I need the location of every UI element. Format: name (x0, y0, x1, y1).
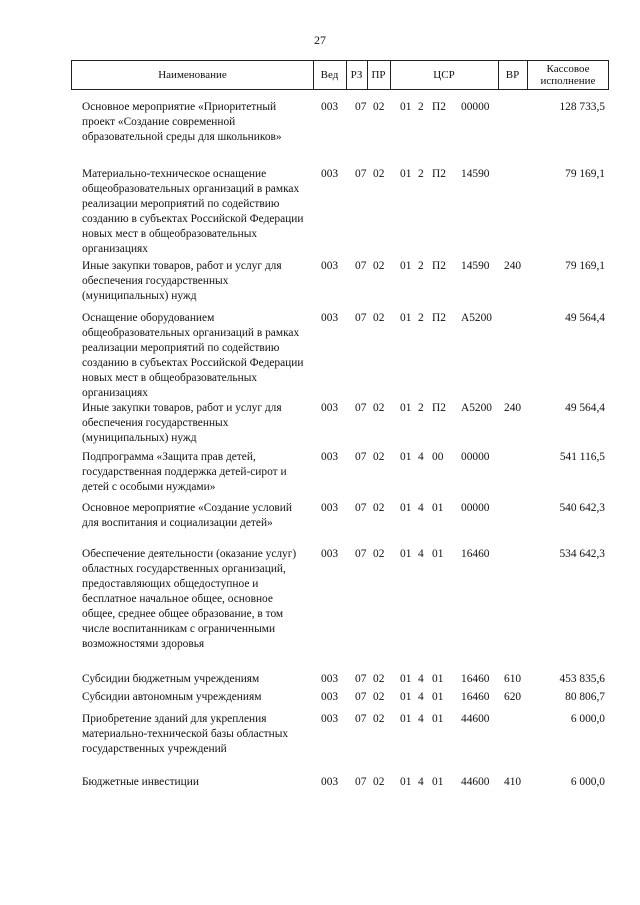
row-csr-program: 01 (400, 260, 412, 272)
row-csr-subprogram: 4 (418, 776, 424, 788)
row-csr-event: П2 (432, 402, 446, 414)
row-csr-direction: 00000 (461, 101, 490, 113)
row-vr: 240 (504, 402, 522, 414)
row-csr-event: П2 (432, 168, 446, 180)
header-sum: Кассовое исполнение (540, 63, 596, 87)
row-name: Иные закупки товаров, работ и услуг для обеспечения государственных (муниципальных) нужд (82, 402, 282, 444)
row-csr-program: 01 (400, 312, 412, 324)
row-csr-subprogram: 4 (418, 548, 424, 560)
row-csr-event: П2 (432, 312, 446, 324)
row-name: Основное мероприятие «Приоритетный проект «Создание современной образовательной среды для школьников» (82, 101, 282, 143)
row-ved: 003 (321, 402, 339, 414)
row-csr-event: П2 (432, 260, 446, 272)
row-csr-direction: 14590 (461, 168, 490, 180)
row-ved: 003 (321, 548, 339, 560)
row-csr-program: 01 (400, 776, 412, 788)
table-header (71, 60, 609, 90)
row-pr: 02 (373, 260, 385, 272)
row-ved: 003 (321, 673, 339, 685)
row-vr: 240 (504, 260, 522, 272)
header-pr: ПР (371, 69, 386, 81)
row-csr-subprogram: 4 (418, 451, 424, 463)
row-csr-event: 00 (432, 451, 444, 463)
row-ved: 003 (321, 691, 339, 703)
row-sum: 79 169,1 (565, 260, 605, 272)
row-csr-program: 01 (400, 691, 412, 703)
row-csr-event: П2 (432, 101, 446, 113)
row-name: Оснащение оборудованием общеобразовательных организаций в рамках реализации мероприятий по содействию созданию в субъектах Российской Федерации новых мест в общеобразовательных организациях (82, 312, 304, 399)
row-csr-event: 01 (432, 776, 444, 788)
row-pr: 02 (373, 548, 385, 560)
row-sum: 453 835,6 (559, 673, 605, 685)
row-csr-program: 01 (400, 451, 412, 463)
page-number: 27 (314, 33, 326, 47)
row-pr: 02 (373, 101, 385, 113)
row-vr: 620 (504, 691, 522, 703)
row-ved: 003 (321, 713, 339, 725)
header-csr: ЦСР (433, 69, 455, 81)
row-rz: 07 (355, 713, 367, 725)
row-ved: 003 (321, 168, 339, 180)
row-name: Иные закупки товаров, работ и услуг для обеспечения государственных (муниципальных) нужд (82, 260, 282, 302)
row-csr-subprogram: 2 (418, 402, 424, 414)
row-rz: 07 (355, 673, 367, 685)
row-rz: 07 (355, 451, 367, 463)
row-sum: 49 564,4 (565, 312, 605, 324)
row-csr-program: 01 (400, 548, 412, 560)
row-csr-subprogram: 4 (418, 691, 424, 703)
header-name: Наименование (158, 69, 227, 81)
row-sum: 534 642,3 (559, 548, 605, 560)
row-csr-program: 01 (400, 402, 412, 414)
row-name: Обеспечение деятельности (оказание услуг) областных государственных организаций, предоставляющих общедоступное и бесплатное начальное общее, основное общее, среднее общее образование, в том числе воспитанникам с ограниченными возможностями здоровья (82, 548, 297, 650)
row-sum: 540 642,3 (559, 502, 605, 514)
row-pr: 02 (373, 312, 385, 324)
row-sum: 541 116,5 (559, 451, 605, 463)
row-rz: 07 (355, 260, 367, 272)
row-rz: 07 (355, 101, 367, 113)
row-csr-program: 01 (400, 713, 412, 725)
row-csr-event: 01 (432, 713, 444, 725)
row-csr-direction: 16460 (461, 548, 490, 560)
row-ved: 003 (321, 451, 339, 463)
row-sum: 80 806,7 (565, 691, 605, 703)
row-name: Основное мероприятие «Создание условий для воспитания и социализации детей» (82, 502, 292, 529)
row-csr-direction: 44600 (461, 776, 490, 788)
row-rz: 07 (355, 691, 367, 703)
row-csr-program: 01 (400, 673, 412, 685)
row-sum: 128 733,5 (559, 101, 605, 113)
row-pr: 02 (373, 502, 385, 514)
row-pr: 02 (373, 451, 385, 463)
row-csr-subprogram: 2 (418, 101, 424, 113)
row-ved: 003 (321, 101, 339, 113)
header-ved: Вед (320, 69, 339, 81)
row-csr-subprogram: 4 (418, 673, 424, 685)
row-name: Материально-техническое оснащение общеобразовательных организаций в рамках реализации мероприятий по содействию созданию в субъектах Российской Федерации новых мест в общеобразовательных организациях (82, 168, 304, 255)
row-vr: 610 (504, 673, 522, 685)
row-csr-program: 01 (400, 168, 412, 180)
row-pr: 02 (373, 776, 385, 788)
row-rz: 07 (355, 776, 367, 788)
row-ved: 003 (321, 776, 339, 788)
row-ved: 003 (321, 502, 339, 514)
header-vr: ВР (505, 69, 520, 81)
row-csr-subprogram: 2 (418, 168, 424, 180)
row-csr-program: 01 (400, 101, 412, 113)
row-name: Субсидии автономным учреждениям (82, 691, 262, 703)
row-sum: 6 000,0 (570, 776, 605, 788)
row-pr: 02 (373, 673, 385, 685)
row-sum: 49 564,4 (565, 402, 605, 414)
row-sum: 6 000,0 (570, 713, 605, 725)
row-sum: 79 169,1 (565, 168, 605, 180)
row-csr-subprogram: 4 (418, 502, 424, 514)
row-pr: 02 (373, 168, 385, 180)
row-name: Субсидии бюджетным учреждениям (82, 673, 260, 685)
row-pr: 02 (373, 691, 385, 703)
row-csr-direction: 16460 (461, 691, 490, 703)
row-rz: 07 (355, 502, 367, 514)
row-csr-direction: А5200 (461, 402, 493, 414)
row-pr: 02 (373, 402, 385, 414)
row-csr-direction: 44600 (461, 713, 490, 725)
row-rz: 07 (355, 312, 367, 324)
row-csr-direction: 00000 (461, 502, 490, 514)
row-name: Приобретение зданий для укрепления материально-технической базы областных государственных учреждений (82, 713, 289, 755)
row-name: Бюджетные инвестиции (82, 776, 199, 788)
header-rz: РЗ (350, 69, 363, 81)
row-csr-subprogram: 2 (418, 260, 424, 272)
row-csr-event: 01 (432, 691, 444, 703)
row-rz: 07 (355, 168, 367, 180)
row-vr: 410 (504, 776, 522, 788)
row-csr-subprogram: 2 (418, 312, 424, 324)
row-csr-direction: 16460 (461, 673, 490, 685)
row-csr-event: 01 (432, 548, 444, 560)
row-csr-program: 01 (400, 502, 412, 514)
row-csr-direction: 14590 (461, 260, 490, 272)
row-ved: 003 (321, 260, 339, 272)
row-ved: 003 (321, 312, 339, 324)
row-rz: 07 (355, 402, 367, 414)
row-csr-subprogram: 4 (418, 713, 424, 725)
row-csr-direction: А5200 (461, 312, 493, 324)
row-csr-event: 01 (432, 673, 444, 685)
row-name: Подпрограмма «Защита прав детей, государственная поддержка детей-сирот и детей с особыми нуждами» (82, 451, 287, 493)
row-rz: 07 (355, 548, 367, 560)
row-csr-event: 01 (432, 502, 444, 514)
row-csr-direction: 00000 (461, 451, 490, 463)
row-pr: 02 (373, 713, 385, 725)
